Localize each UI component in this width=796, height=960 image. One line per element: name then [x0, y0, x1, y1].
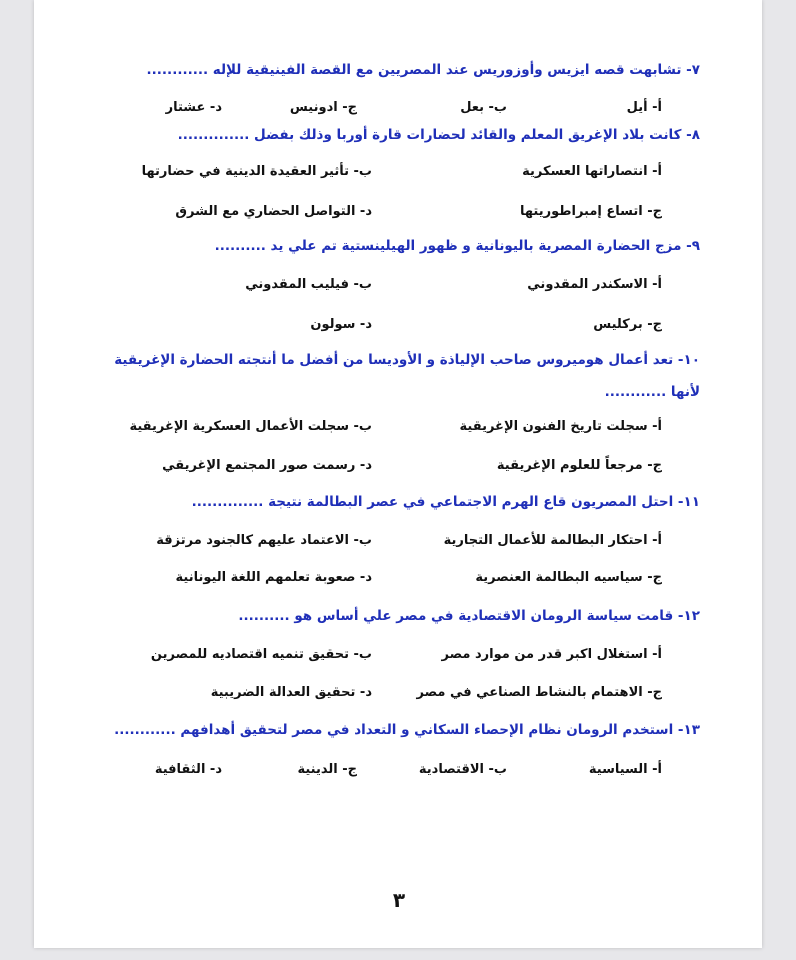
q10-option-a: أ- سجلت تاريخ الفنون الإغريقية — [459, 419, 662, 434]
q9-option-b: ب- فيليب المقدوني — [245, 277, 372, 292]
q8-option-d: د- التواصل الحضاري مع الشرق — [175, 204, 372, 219]
question-13: ١٣- استخدم الرومان نظام الإحصاء السكاني و التعداد في مصر لتحقيق أهدافهم ............ — [114, 722, 700, 738]
q7-option-c: ج- ادونيس — [289, 100, 357, 115]
q7-option-d: د- عشتار — [165, 100, 222, 115]
q11-option-a: أ- احتكار البطالمة للأعمال التجارية — [443, 533, 662, 548]
q12-option-c: ج- الاهتمام بالنشاط الصناعي في مصر — [416, 685, 662, 700]
q9-option-d: د- سولون — [310, 317, 372, 332]
q8-option-a: أ- انتصاراتها العسكرية — [522, 164, 662, 179]
q13-option-d: د- الثقافية — [154, 762, 222, 777]
q9-option-a: أ- الاسكندر المقدوني — [527, 277, 662, 292]
question-8: ٨- كانت بلاد الإغريق المعلم والقائد لحضارات قارة أوربا وذلك بفضل .............. — [177, 127, 700, 143]
q7-option-b: ب- بعل — [460, 100, 507, 115]
q7-option-a: أ- أيل — [626, 100, 662, 115]
document-page — [34, 0, 762, 948]
q13-option-b: ب- الاقتصادية — [418, 762, 507, 777]
q8-option-c: ج- اتساع إمبراطوريتها — [519, 204, 662, 219]
q10-option-b: ب- سجلت الأعمال العسكرية الإغريقية — [129, 419, 372, 434]
q12-option-d: د- تحقيق العدالة الضريبية — [210, 685, 372, 700]
q11-option-b: ب- الاعتماد عليهم كالجنود مرتزقة — [156, 533, 372, 548]
q12-option-a: أ- استغلال اكبر قدر من موارد مصر — [441, 647, 662, 662]
q8-option-b: ب- تأثير العقيدة الدينية في حضارتها — [141, 164, 372, 179]
q12-option-b: ب- تحقيق تنميه اقتصاديه للمصرين — [150, 647, 372, 662]
q9-option-c: ج- بركليس — [593, 317, 662, 332]
q11-option-c: ج- سياسيه البطالمة العنصرية — [475, 570, 662, 585]
q13-option-a: أ- السياسية — [588, 762, 662, 777]
question-9: ٩- مزج الحضارة المصرية باليونانية و ظهور الهيلينستية تم علي يد .......... — [214, 238, 700, 254]
question-11: ١١- احتل المصريون قاع الهرم الاجتماعي في عصر البطالمة نتيجة .............. — [191, 494, 700, 510]
question-10: ١٠- تعد أعمال هوميروس صاحب الإلياذة و الأوديسا من أفضل ما أنتجته الحضارة الإغريقية لأنها ............ — [114, 352, 700, 400]
q10-option-c: ج- مرجعاً للعلوم الإغريقية — [496, 458, 662, 473]
question-12: ١٢- قامت سياسة الرومان الاقتصادية في مصر علي أساس هو .......... — [238, 608, 700, 624]
q13-option-c: ج- الدينية — [297, 762, 357, 777]
q10-option-d: د- رسمت صور المجتمع الإغريقي — [162, 458, 372, 473]
question-7: ٧- تشابهت قصه ايزيس وأوزوريس عند المصريين مع القصة الفينيقية للإله ............ — [146, 62, 700, 78]
q11-option-d: د- صعوبة تعلمهم اللغة اليونانية — [175, 570, 372, 585]
page-number: ٣ — [392, 888, 406, 912]
